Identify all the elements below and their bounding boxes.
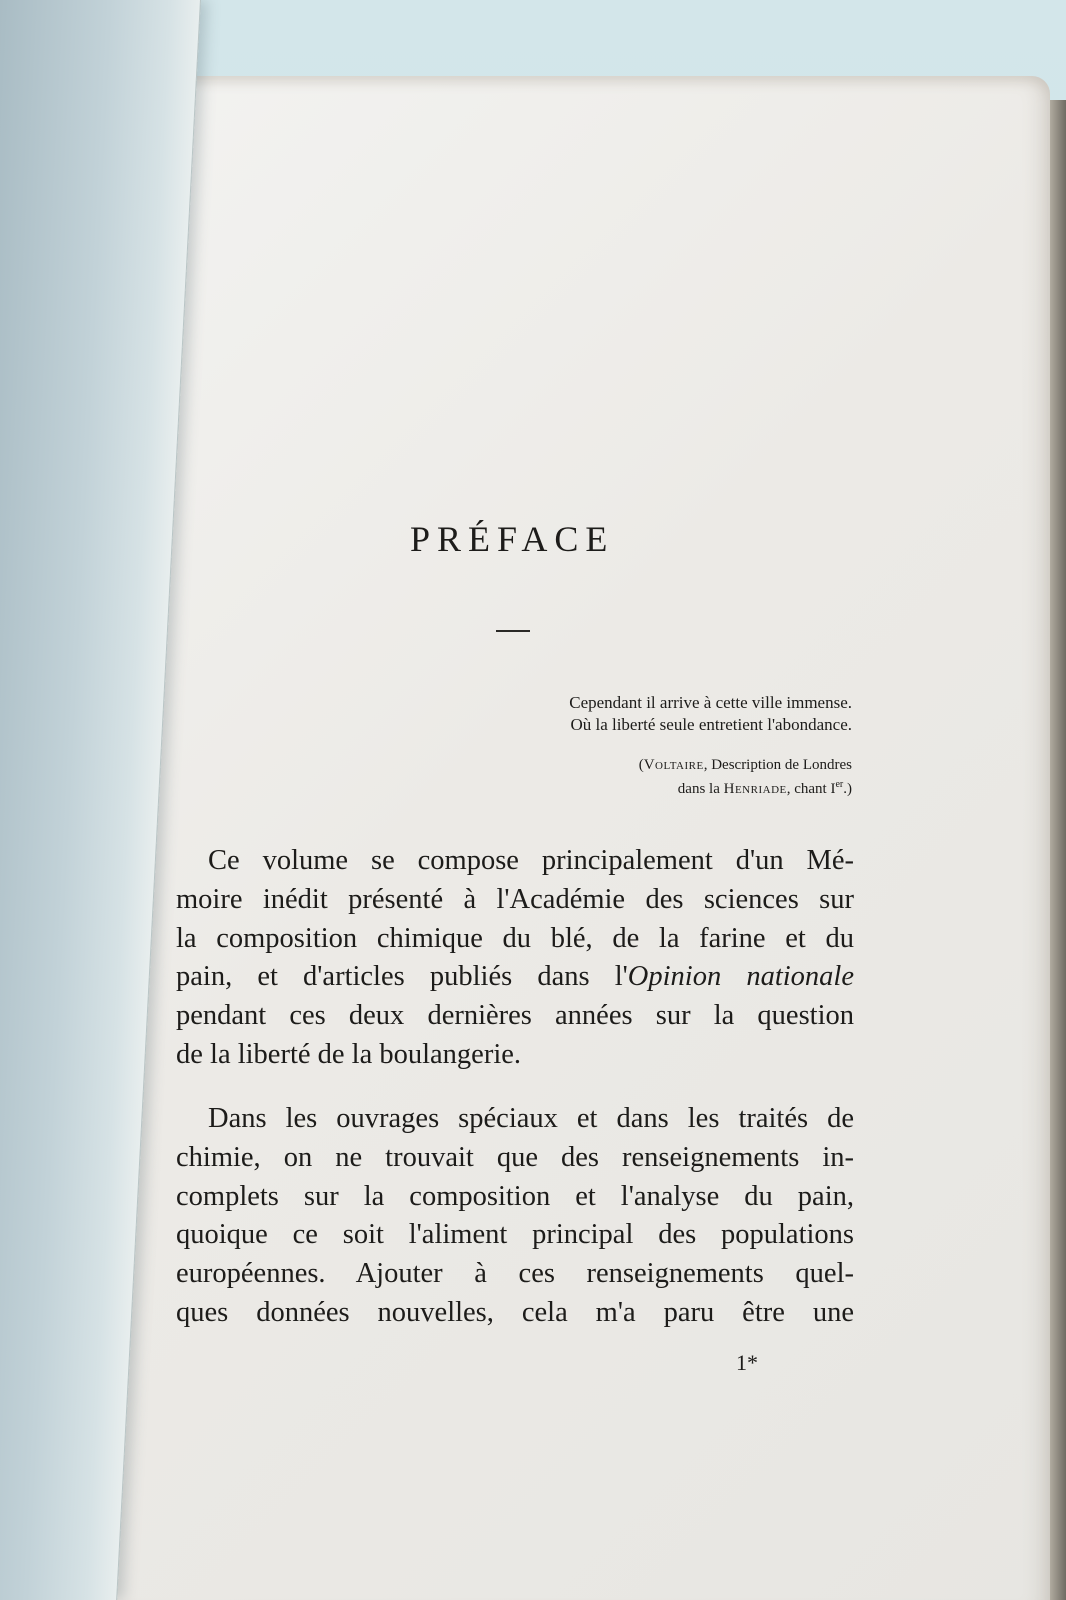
paragraph-1-line: de la liberté de la boulangerie.	[176, 1038, 522, 1070]
attribution-work: Henriade	[723, 781, 787, 797]
paragraph-1-line-4	[176, 958, 854, 997]
paragraph-1	[176, 842, 854, 1075]
epigraph-line-2: Où la liberté seule entretient l'abondance.	[570, 715, 852, 734]
attribution-open: (	[638, 757, 644, 773]
epigraph-line-1: Cependant il arrive à cette ville immense.	[569, 693, 852, 712]
paragraph-2-line: européennes. Ajouter à ces renseignements quel-	[176, 1258, 854, 1290]
attribution-author: Voltaire	[643, 757, 704, 773]
paragraph-1-line: la composition chimique du blé, de la farine et du	[176, 922, 854, 954]
title-rule	[496, 630, 530, 632]
paragraph-2-line: complets sur la composition et l'analyse du pain,	[176, 1180, 854, 1212]
epigraph	[380, 692, 852, 736]
attribution-suffix: , chant I	[786, 781, 836, 797]
attribution-close: .)	[843, 781, 852, 797]
paragraph-2-line: quoique ce soit l'aliment principal des populations	[176, 1219, 854, 1251]
paragraph-2-line: ques données nouvelles, cela m'a paru être une	[176, 1296, 854, 1328]
attribution-text: , Description de Londres	[703, 757, 852, 773]
paragraph-1-line: Ce volume se compose principalement d'un Mé-	[208, 845, 854, 876]
paragraph-1-line: pendant ces deux dernières années sur la question	[176, 1000, 854, 1032]
paragraph-2	[176, 1100, 854, 1333]
paragraph-2-line: Dans les ouvrages spéciaux et dans les traités de	[208, 1103, 854, 1134]
attribution-prefix: dans la	[677, 781, 724, 797]
line-4-text: pain, et d'articles publiés dans l'	[176, 961, 628, 993]
attribution-line-2	[460, 775, 852, 799]
page-title: PRÉFACE	[410, 519, 615, 559]
facing-page-show-through: ​	[104, 41, 108, 107]
attribution-superscript: er	[835, 779, 844, 790]
journal-title: Opinion nationale	[627, 961, 854, 993]
attribution-line-1	[460, 756, 852, 775]
page-number: 1*	[736, 1350, 758, 1375]
paragraph-2-line: chimie, on ne trouvait que des renseignements in-	[176, 1141, 854, 1173]
epigraph-attribution	[460, 756, 852, 799]
paragraph-1-line: moire inédit présenté à l'Académie des sciences sur	[176, 883, 854, 915]
